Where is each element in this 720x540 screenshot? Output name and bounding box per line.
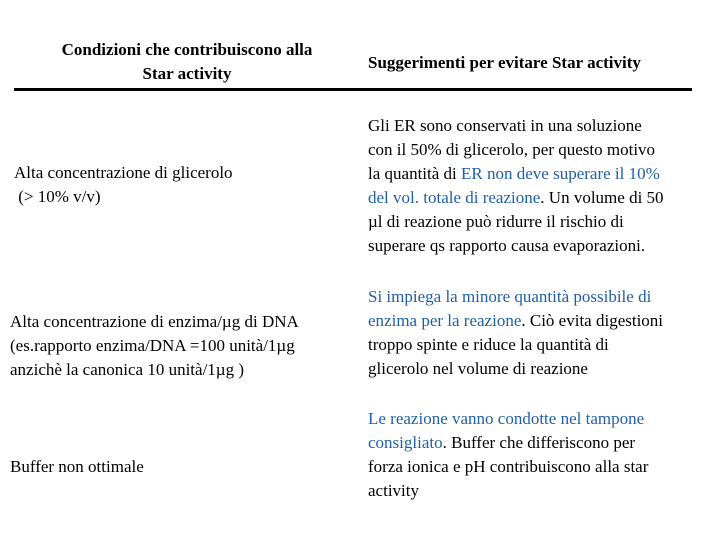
column-header-suggestions: Suggerimenti per evitare Star activity [368, 53, 641, 72]
suggestion-line: µl di reazione può ridurre il rischio di [368, 212, 624, 231]
highlighted-text: consigliato [368, 433, 443, 452]
suggestion-line: activity [368, 481, 419, 500]
condition-line: Buffer non ottimale [10, 457, 144, 476]
header-conditions-line-1: Condizioni che contribuiscono alla [61, 40, 313, 59]
header-divider [14, 88, 692, 91]
suggestion-line: glicerolo nel volume di reazione [368, 359, 588, 378]
condition-glycerol [14, 161, 233, 209]
header-conditions-line-2: Star activity [142, 64, 232, 83]
highlighted-text: del vol. totale di reazione [368, 188, 541, 207]
suggestion-line: enzima per la reazione. Ciò evita digestioni [368, 311, 664, 330]
condition-line: anzichè la canonica 10 unità/1µg ) [10, 360, 244, 379]
suggestion-line: consigliato. Buffer che differiscono per [368, 433, 636, 452]
highlighted-text: Si impiega la minore quantità possibile di [368, 287, 652, 306]
condition-line: Alta concentrazione di enzima/µg di DNA [10, 312, 299, 331]
suggestion-line: la quantità di ER non deve superare il 10% [368, 164, 660, 183]
suggestion-line: Gli ER sono conservati in una soluzione [368, 116, 642, 135]
suggestion-line: forza ionica e pH contribuiscono alla star [368, 457, 649, 476]
suggestion-buffer [368, 407, 648, 503]
highlighted-text: enzima per la reazione [368, 311, 522, 330]
suggestion-line: troppo spinte e riduce la quantità di [368, 335, 609, 354]
highlighted-text: ER non deve superare il 10% [461, 164, 660, 183]
suggestion-enzyme-concentration [368, 285, 663, 381]
suggestion-line: con il 50% di glicerolo, per questo motivo [368, 140, 656, 159]
condition-line: Alta concentrazione di glicerolo [14, 163, 233, 182]
highlighted-text: Le reazione vanno condotte nel tampone [368, 409, 645, 428]
suggestion-line: superare qs rapporto causa evaporazioni. [368, 236, 646, 255]
column-header-conditions [14, 38, 360, 86]
condition-line: (> 10% v/v) [18, 187, 101, 206]
suggestion-line: del vol. totale di reazione. Un volume di 50 [368, 188, 664, 207]
condition-enzyme-concentration [10, 310, 299, 382]
condition-buffer [10, 455, 144, 479]
condition-line: (es.rapporto enzima/DNA =100 unità/1µg [10, 336, 295, 355]
suggestion-glycerol [368, 114, 664, 258]
